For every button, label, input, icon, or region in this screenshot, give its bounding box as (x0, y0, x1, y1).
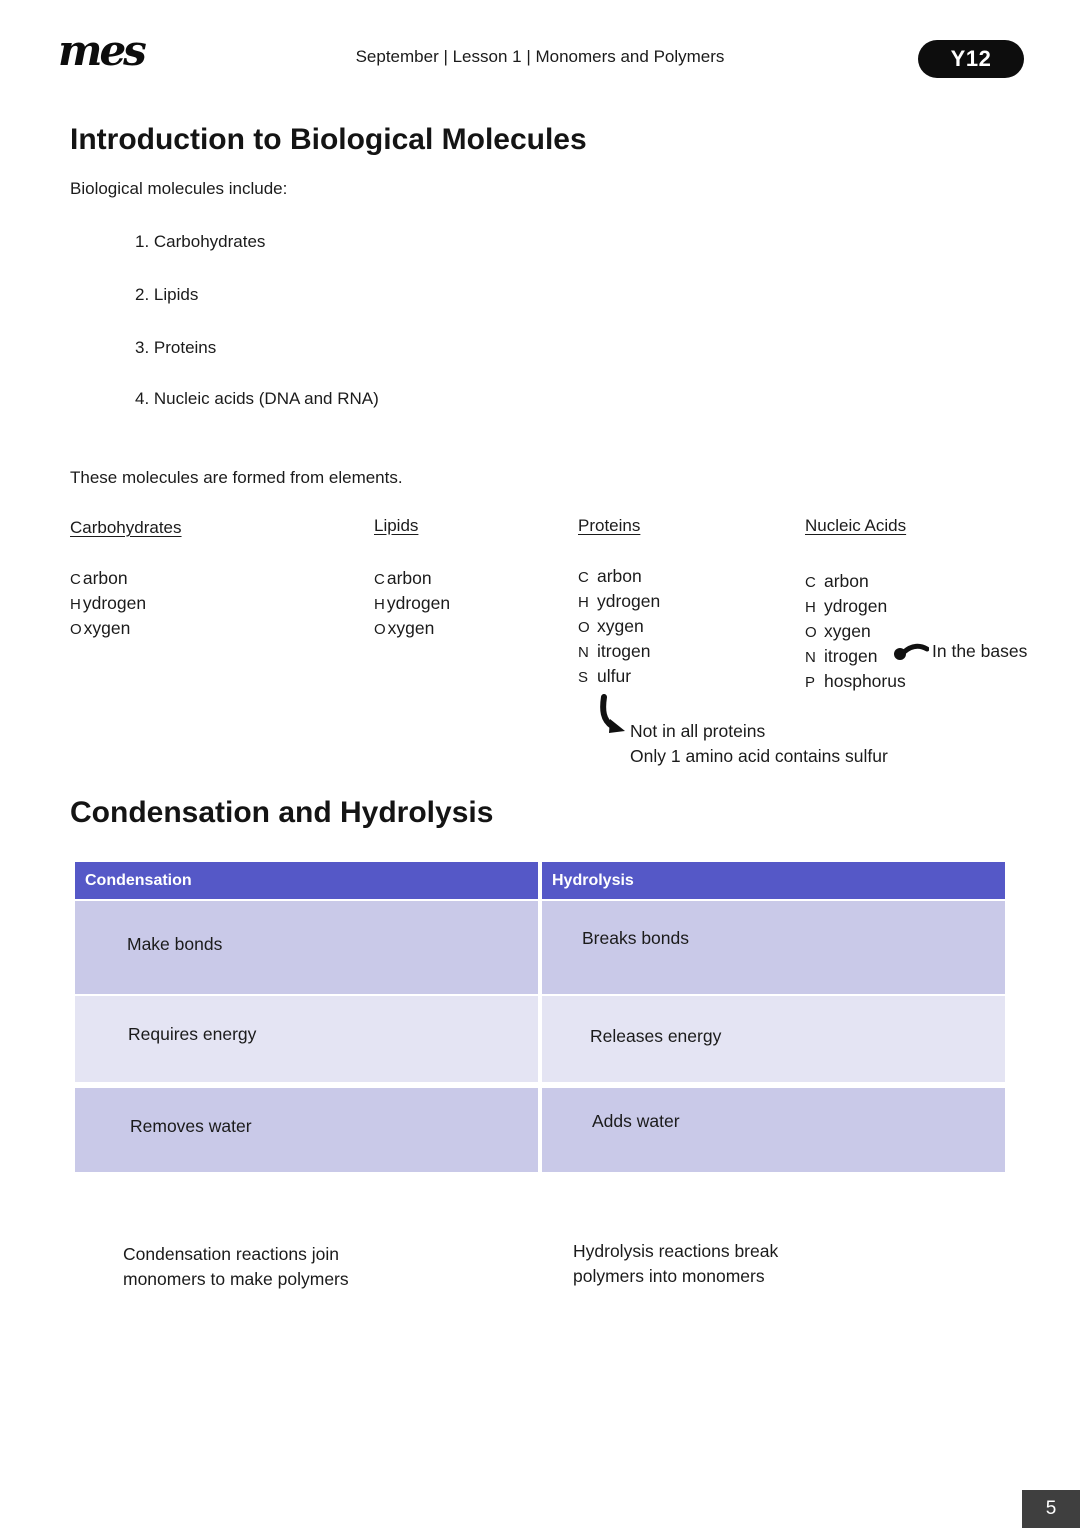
element-name: arbon (386, 568, 432, 588)
element-letter: P (805, 674, 816, 691)
element-name: xygen (387, 618, 435, 638)
element-letter: O (70, 621, 82, 638)
year-badge: Y12 (918, 40, 1024, 78)
element-row (374, 618, 450, 643)
handwritten-arrow-icon (893, 642, 929, 667)
element-name: xygen (824, 621, 871, 641)
annotation-in-the-bases: In the bases (932, 641, 1028, 661)
element-letter: O (805, 624, 817, 641)
list-item: 3. Proteins (135, 338, 217, 357)
handwritten-arrow-icon (597, 694, 631, 741)
element-name: ydrogen (82, 593, 147, 613)
condensation-hydrolysis-table (75, 862, 1005, 1172)
element-name: ydrogen (597, 591, 661, 611)
element-row (578, 666, 660, 691)
element-row (70, 593, 146, 618)
annotation-line: Not in all proteins (630, 721, 766, 741)
element-letter: O (578, 619, 590, 636)
hydrolysis-caption: Hydrolysis reactions break polymers into monomers (573, 1241, 779, 1286)
header-title: September | Lesson 1 | Monomers and Polymers (355, 47, 725, 66)
column-title-proteins: Proteins (578, 516, 641, 535)
element-name: arbon (597, 566, 642, 586)
element-letter: S (578, 669, 589, 686)
table-cell: Removes water (75, 1088, 538, 1172)
column-title-lipids: Lipids (374, 516, 419, 535)
proteins-elements (578, 566, 660, 691)
table-row (75, 1088, 1005, 1172)
element-letter: C (70, 571, 81, 588)
element-row (805, 596, 906, 621)
element-letter: C (805, 574, 816, 591)
element-name: arbon (824, 571, 869, 591)
list-item: 4. Nucleic acids (DNA and RNA) (135, 389, 379, 408)
table-cell: Make bonds (75, 901, 538, 994)
element-name: itrogen (597, 641, 651, 661)
column-title-carbohydrates: Carbohydrates (70, 518, 182, 537)
table-cell: Breaks bonds (542, 901, 1005, 994)
element-row (805, 671, 906, 696)
element-row (374, 593, 450, 618)
carbohydrates-elements (70, 568, 146, 643)
intro-lead: Biological molecules include: (70, 179, 288, 198)
section-title: Condensation and Hydrolysis (70, 796, 494, 829)
element-name: ulfur (597, 666, 632, 686)
element-name: hosphorus (824, 671, 906, 691)
element-name: xygen (597, 616, 644, 636)
element-row (70, 618, 146, 643)
element-row (578, 616, 660, 641)
element-letter: N (578, 644, 589, 661)
annotation-sulfur (630, 719, 888, 769)
annotation-line: Only 1 amino acid contains sulfur (630, 746, 888, 766)
element-letter: H (805, 599, 816, 616)
table-header-hydrolysis: Hydrolysis (542, 862, 1005, 899)
element-row (578, 641, 660, 666)
element-row (374, 568, 450, 593)
page-number: 5 (1022, 1490, 1080, 1528)
element-letter: O (374, 621, 386, 638)
nucleic-acids-elements (805, 571, 906, 696)
element-name: ydrogen (824, 596, 888, 616)
list-item: 2. Lipids (135, 285, 199, 304)
element-letter: H (374, 596, 385, 613)
elements-lead: These molecules are formed from elements. (70, 468, 403, 487)
element-letter: C (374, 571, 385, 588)
table-cell: Requires energy (75, 996, 538, 1082)
element-row (805, 646, 906, 671)
condensation-caption: Condensation reactions join monomers to make polymers (123, 1244, 349, 1289)
element-name: ydrogen (386, 593, 451, 613)
element-letter: H (578, 594, 589, 611)
table-row (75, 996, 1005, 1082)
element-letter: C (578, 569, 589, 586)
element-row (578, 566, 660, 591)
element-name: itrogen (824, 646, 878, 666)
column-title-nucleic-acids: Nucleic Acids (805, 516, 907, 535)
element-row (805, 571, 906, 596)
list-item: 1. Carbohydrates (135, 232, 266, 251)
element-row (805, 621, 906, 646)
table-cell: Releases energy (542, 996, 1005, 1082)
table-header-condensation: Condensation (75, 862, 538, 899)
element-letter: H (70, 596, 81, 613)
element-name: arbon (82, 568, 128, 588)
brand-logo: mes (58, 26, 144, 75)
page-title: Introduction to Biological Molecules (70, 123, 587, 156)
element-row (578, 591, 660, 616)
lipids-elements (374, 568, 450, 643)
table-header-row (75, 862, 1005, 899)
element-letter: N (805, 649, 816, 666)
element-row (70, 568, 146, 593)
table-cell: Adds water (542, 1088, 1005, 1172)
table-row (75, 901, 1005, 994)
element-name: xygen (83, 618, 131, 638)
